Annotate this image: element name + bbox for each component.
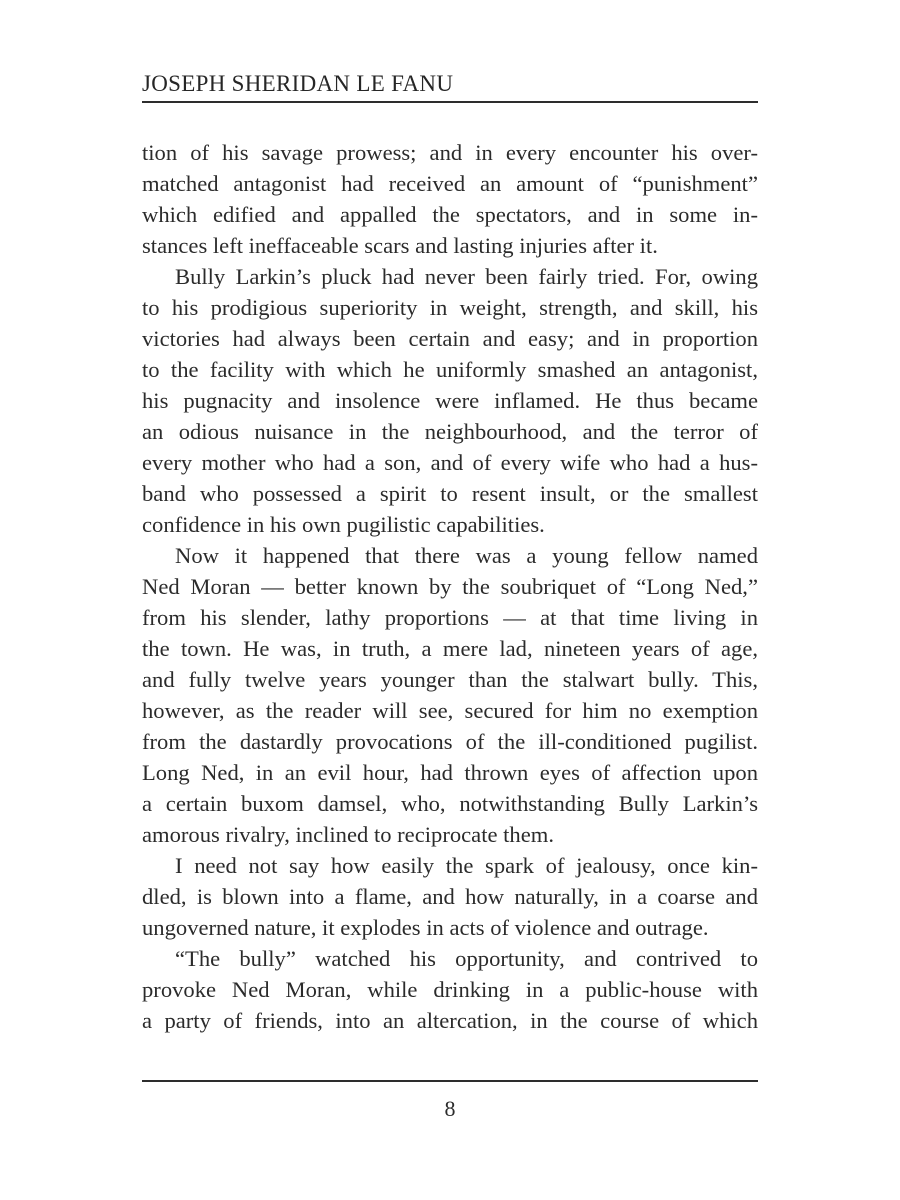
text-line: stances left ineffaceable scars and lasting injuries after it. [142, 233, 658, 258]
header-rule [142, 101, 758, 103]
text-line: dled, is blown into a flame, and how naturally, in a coarse and [142, 884, 758, 909]
text-line: the town. He was, in truth, a mere lad, nineteen years of age, [142, 636, 758, 661]
text-line: ungoverned nature, it explodes in acts of violence and outrage. [142, 915, 709, 940]
text-line: from the dastardly provocations of the ill-conditioned pugilist. [142, 729, 758, 754]
text-line: a party of friends, into an altercation, in the course of which [142, 1008, 758, 1033]
text-line: amorous rivalry, inclined to reciprocate them. [142, 822, 554, 847]
text-line: matched antagonist had received an amount of “punishment” [142, 171, 758, 196]
text-line: and fully twelve years younger than the stalwart bully. This, [142, 667, 758, 692]
text-line: to his prodigious superiority in weight, strength, and skill, his [142, 295, 758, 320]
text-line: “The bully” watched his opportunity, and contrived to [175, 946, 758, 971]
text-line: from his slender, lathy proportions — at that time living in [142, 605, 758, 630]
text-line: which edified and appalled the spectators, and in some in- [142, 202, 758, 227]
text-line: I need not say how easily the spark of jealousy, once kin- [175, 853, 758, 878]
text-line: provoke Ned Moran, while drinking in a public-house with [142, 977, 758, 1002]
text-line: confidence in his own pugilistic capabilities. [142, 512, 545, 537]
text-line: to the facility with which he uniformly smashed an antagonist, [142, 357, 758, 382]
body-text [142, 137, 758, 1036]
text-line: every mother who had a son, and of every wife who had a hus- [142, 450, 758, 475]
text-line: his pugnacity and insolence were inflamed. He thus became [142, 388, 758, 413]
running-title: JOSEPH SHERIDAN LE FANU [142, 71, 454, 96]
text-line: tion of his savage prowess; and in every encounter his over- [142, 140, 758, 165]
page-number: 8 [444, 1096, 456, 1121]
footer-rule [142, 1080, 758, 1082]
text-line: an odious nuisance in the neighbourhood, and the terror of [142, 419, 758, 444]
text-line: however, as the reader will see, secured for him no exemption [142, 698, 758, 723]
text-line: band who possessed a spirit to resent insult, or the smallest [142, 481, 758, 506]
text-line: Bully Larkin’s pluck had never been fairly tried. For, owing [175, 264, 758, 289]
text-line: Long Ned, in an evil hour, had thrown eyes of affection upon [142, 760, 758, 785]
text-line: Ned Moran — better known by the soubriquet of “Long Ned,” [142, 574, 758, 599]
text-line: Now it happened that there was a young fellow named [175, 543, 758, 568]
text-line: a certain buxom damsel, who, notwithstanding Bully Larkin’s [142, 791, 758, 816]
text-line: victories had always been certain and easy; and in proportion [142, 326, 758, 351]
